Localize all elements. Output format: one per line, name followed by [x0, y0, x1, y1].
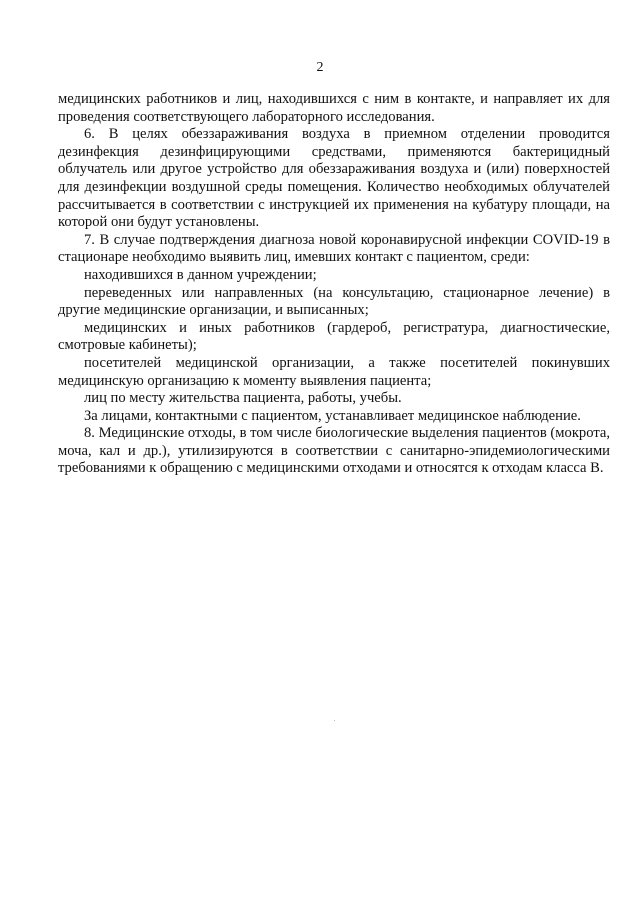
observation-paragraph: За лицами, контактными с пациентом, устанавливает медицинское наблюдение. [84, 407, 581, 424]
contact-list-item: лиц по месту жительства пациента, работы, учебы. [84, 390, 402, 407]
contact-list-item: медицинских и иных работников (гардероб, регистратура, диагностические, смотровые кабинеты); [58, 319, 610, 354]
paragraph-item-7: 7. В случае подтверждения диагноза новой коронавирусной инфекции COVID-19 в стационаре необходимо выявить лиц, имевших контакт с пациентом, среди: [58, 231, 610, 266]
scan-speck [334, 720, 335, 721]
contact-list-item: посетителей медицинской организации, а также посетителей покинувших медицинскую организацию к моменту выявления пациента; [58, 354, 610, 389]
paragraph-item-8: 8. Медицинские отходы, в том числе биологические выделения пациентов (мокрота, моча, кал и др.), утилизируются в соответствии с санитарно-эпидемиологическими требованиями к обращению с медицинскими отходами и относятся к отходам класса В. [58, 425, 610, 477]
paragraph-item-6: 6. В целях обеззараживания воздуха в приемном отделении проводится дезинфекция дезинфицирующими средствами, применяются бактерицидный облучатель или другое устройство для обеззараживания воздуха и (или) поверхностей для дезинфекции воздушной среды помещения. Количество необходимых облучателей рассчитывается в соответствии с инструкцией их применения на кубатуру площади, на которой они будут установлены. [58, 126, 610, 231]
contact-list-item: находившихся в данном учреждении; [84, 266, 317, 283]
page-number: 2 [316, 60, 324, 75]
paragraph-continuation: медицинских работников и лиц, находившихся с ним в контакте, и направляет их для проведения соответствующего лабораторного исследования. [58, 91, 610, 125]
contact-list-item: переведенных или направленных (на консультацию, стационарное лечение) в другие медицинские организации, и выписанных; [58, 284, 610, 319]
document-body [58, 91, 610, 478]
